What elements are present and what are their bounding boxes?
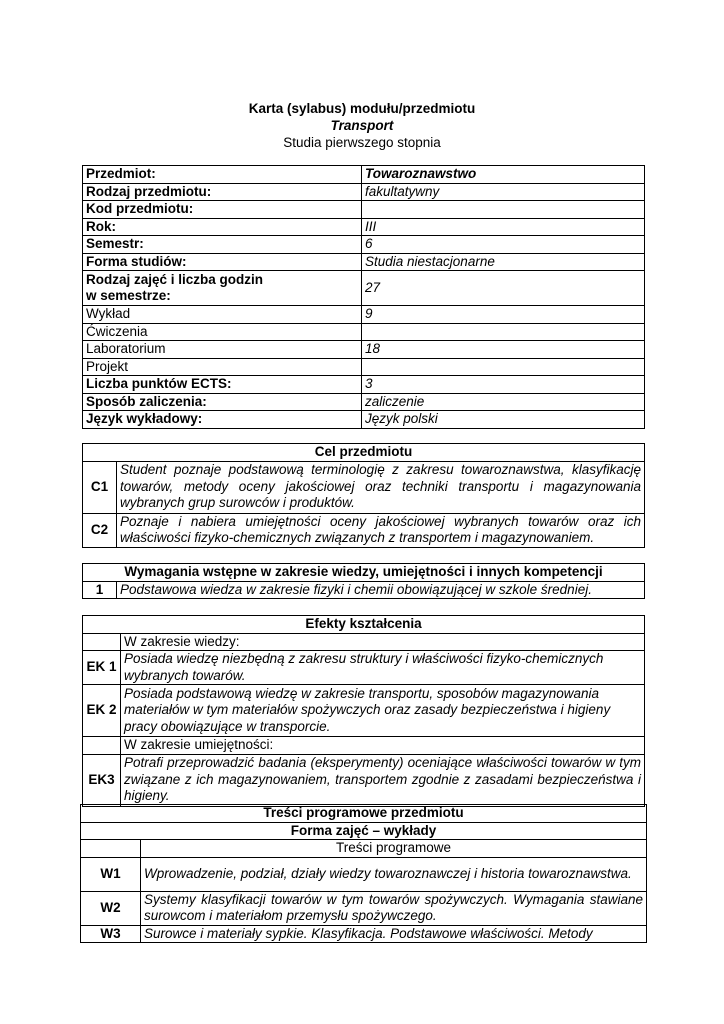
prerequisite-text: Podstawowa wiedza w zakresie fizyki i chemii obowiązującej w szkole średniej. [117,581,645,599]
content-code: W3 [81,925,141,943]
content-row [81,857,647,891]
outcome-row [83,651,645,685]
info-label-line: Rodzaj zajęć i liczba godzin [86,271,264,287]
content-row [81,891,647,925]
subject-info-table [82,165,645,429]
info-value: zaliczenie [362,393,645,411]
content-code: W1 [81,857,141,891]
info-label: Ćwiczenia [83,323,362,341]
prerequisite-code: 1 [83,581,117,599]
outcome-text: Potrafi przeprowadzić badania (eksperymenty) oceniające właściwości towarów w tym związane z ich magazynowaniem, transportem zgodnie z zasadami bezpieczeństwa i higieny. [121,754,645,806]
outcome-row [83,685,645,737]
info-value [362,201,645,219]
info-label: Kod przedmiotu: [83,201,362,219]
prerequisites-table [82,563,645,599]
content-text: Surowce i materiały sypkie. Klasyfikacja. Podstawowe właściwości. Metody [141,925,647,943]
outcome-code: EK 1 [83,651,121,685]
info-row [83,376,645,394]
content-subheader: Treści programowe [141,840,647,858]
info-value: Towaroznawstwo [362,166,645,184]
section-title: Efekty kształcenia [83,616,645,634]
outcome-text: Posiada podstawową wiedzę w zakresie transportu, sposobów magazynowania materiałów w tym materiałów spożywczych oraz zasady bezpieczeństwa i higieny pracy obowiązujące w transporcie. [121,685,645,737]
info-label: Forma studiów: [83,253,362,271]
outcome-row [83,754,645,806]
blank-cell [83,737,121,755]
section-title: Cel przedmiotu [83,444,645,462]
info-value: III [362,218,645,236]
info-row [83,166,645,184]
goal-code: C1 [83,461,117,513]
info-row [83,358,645,376]
document-title: Karta (sylabus) modułu/przedmiotu [248,101,476,116]
goal-text: Poznaje i nabiera umiejętności oceny jakościowej wybranych towarów oraz ich właściwości fizyko-chemicznych związanych z transportem i magazynowaniem. [117,513,645,547]
info-row [83,306,645,324]
info-label: Rodzaj przedmiotu: [83,183,362,201]
info-value: fakultatywny [362,183,645,201]
info-row [83,323,645,341]
content-row [81,925,647,943]
info-label: Rok: [83,218,362,236]
document-subject: Transport [330,118,394,133]
info-row [83,236,645,254]
learning-outcomes-table [82,615,645,807]
course-goals-table [82,443,645,548]
goal-code: C2 [83,513,117,547]
info-value: 18 [362,341,645,359]
outcome-group-header: W zakresie umiejętności: [121,737,645,755]
outcome-group-header: W zakresie wiedzy: [121,633,645,651]
content-text: Systemy klasyfikacji towarów w tym towarów spożywczych. Wymagania stawiane surowcom i materiałom przemysłu spożywczego. [141,891,647,925]
info-value: 6 [362,236,645,254]
goal-row [83,461,645,513]
info-label [83,271,362,306]
info-row [83,253,645,271]
info-label: Przedmiot: [83,166,362,184]
info-label: Sposób zaliczenia: [83,393,362,411]
content-text: Wprowadzenie, podział, działy wiedzy towaroznawczej i historia towaroznawstwa. [141,857,647,891]
prerequisite-row [83,581,645,599]
section-title: Treści programowe przedmiotu [81,805,647,823]
info-value: 3 [362,376,645,394]
blank-cell [81,840,141,858]
class-form-title: Forma zajęć – wykłady [81,822,647,840]
info-label: Semestr: [83,236,362,254]
goal-row [83,513,645,547]
info-row [83,183,645,201]
info-row [83,341,645,359]
info-row [83,271,645,306]
info-row [83,411,645,429]
info-label: Wykład [83,306,362,324]
outcome-text: Posiada wiedzę niezbędną z zakresu struktury i właściwości fizyko-chemicznych wybranych towarów. [121,651,645,685]
program-content-table [80,804,647,943]
info-row [83,218,645,236]
info-value [362,358,645,376]
info-value: 27 [362,271,645,306]
document-level: Studia pierwszego stopnia [283,135,441,150]
info-label: Język wykładowy: [83,411,362,429]
info-value: Język polski [362,411,645,429]
info-label: Liczba punktów ECTS: [83,376,362,394]
section-title: Wymagania wstępne w zakresie wiedzy, umiejętności i innych kompetencji [83,564,645,582]
info-value [362,323,645,341]
outcome-code: EK 2 [83,685,121,737]
info-row [83,201,645,219]
info-label: Projekt [83,358,362,376]
goal-text: Student poznaje podstawową terminologię z zakresu towaroznawstwa, klasyfikację towarów, metody oceny jakościowej oraz techniki transportu i magazynowania wybranych grup surowców i produktów. [117,461,645,513]
info-value: 9 [362,306,645,324]
outcome-code: EK3 [83,754,121,806]
content-code: W2 [81,891,141,925]
info-value: Studia niestacjonarne [362,253,645,271]
info-label: Laboratorium [83,341,362,359]
info-label-line: w semestrze: [86,288,171,303]
blank-cell [83,633,121,651]
info-row [83,393,645,411]
